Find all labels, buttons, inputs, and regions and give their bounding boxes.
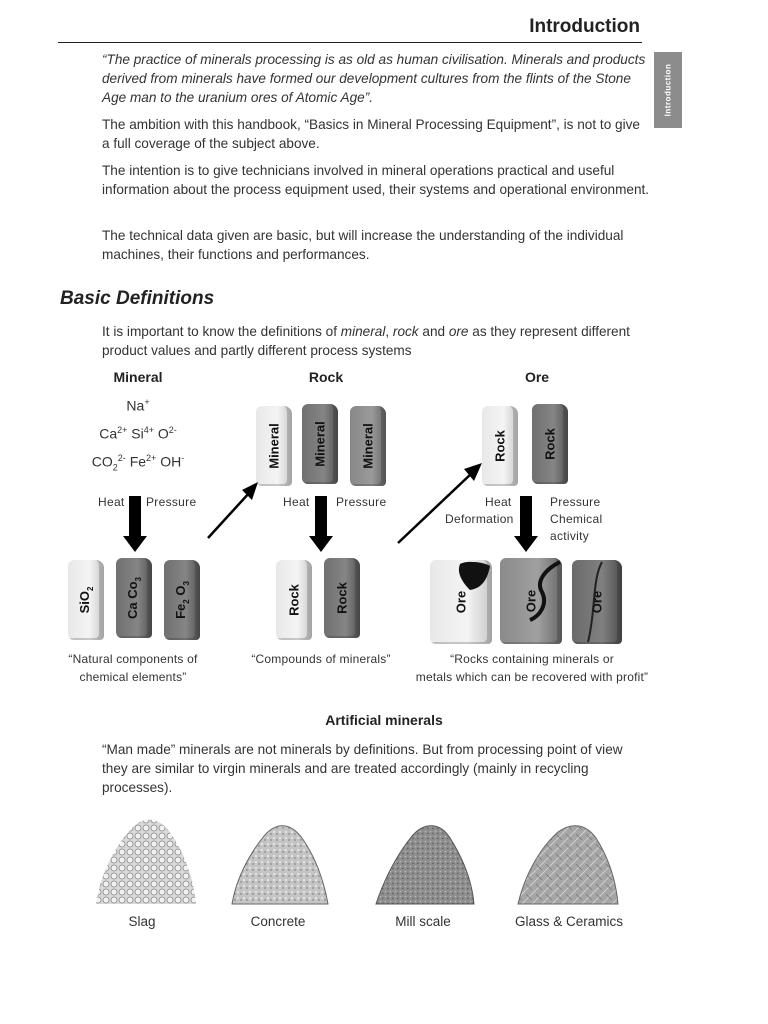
caption-mineral: “Natural components of chemical elements”: [68, 652, 198, 684]
label-deformation-ore: Deformation: [445, 512, 514, 526]
mineral-block-3: Mineral: [350, 406, 386, 486]
pile-label-slag: Slag: [128, 914, 156, 929]
label-chemical-ore: Chemical: [550, 512, 603, 526]
page-header-title: Introduction: [529, 16, 640, 37]
label-pressure-mineral: Pressure: [146, 495, 197, 509]
mineral-block-1: Mineral: [256, 406, 292, 486]
rock-block-1: Rock: [276, 560, 312, 640]
formula-ions-row-3: $CO_2^{2-}$ $Fe^{2+}$ OH-: [91, 453, 185, 473]
intro-quote: “The practice of minerals processing is as old as human civilisation. Minerals and products derived from minerals have formed our development cultures from the flints of the Stone Age man to the uranium ores of Atomic Age”.: [102, 52, 646, 105]
rock-block-ore-col-1: Rock: [482, 406, 518, 486]
element-block-caco3: Ca $Co_3$: [116, 558, 152, 638]
glass-ceramics-pile-image: [516, 820, 620, 906]
definitions-lead: It is important to know the definitions of mineral, rock and ore as they represent different product values and partly different process systems: [102, 324, 630, 358]
header-divider: [58, 42, 642, 43]
intro-paragraph-1: The ambition with this handbook, “Basics in Mineral Processing Equipment”, is not to give a full coverage of the subject above.: [102, 117, 640, 151]
ore-block-3: Ore: [572, 560, 622, 644]
diagonal-arrow-to-rock-icon: [200, 470, 270, 550]
diagonal-arrow-to-ore-icon: [392, 455, 492, 555]
label-pressure-rock: Pressure: [336, 495, 387, 509]
label-heat-mineral: Heat: [98, 495, 125, 509]
intro-paragraph-3: The technical data given are basic, but will increase the understanding of the individual machines, their functions and performances.: [102, 228, 624, 262]
down-arrow-ore-icon: [520, 496, 532, 538]
caption-ore: “Rocks containing minerals or metals which can be recovered with profit”: [415, 652, 649, 684]
element-block-sio2: SiO$_2$: [68, 560, 104, 640]
column-heading-mineral: Mineral: [113, 369, 163, 385]
down-arrow-mineral-icon: [129, 496, 141, 538]
label-activity-ore: activity: [550, 529, 590, 543]
artificial-minerals-text: “Man made” minerals are not minerals by definitions. But from processing point of view they are similar to virgin minerals and are treated accordingly (mainly in recycling processes).: [102, 742, 623, 795]
ore-vein-icon: [456, 560, 492, 592]
rock-block-2: Rock: [324, 558, 360, 638]
formula-ions-row-2: $Ca^{2+}$ $Si^{4+}$ $O^{2-}$: [99, 425, 177, 442]
rock-block-ore-col-2: Rock: [532, 404, 568, 484]
ore-block-2: Ore: [500, 558, 562, 644]
concrete-pile-image: [230, 818, 330, 906]
ore-block-1: Ore: [430, 560, 492, 644]
section-side-tab: [654, 52, 682, 128]
pile-label-glass-ceramics: Glass & Ceramics: [514, 914, 624, 929]
column-heading-rock: Rock: [308, 369, 344, 385]
label-pressure-ore: Pressure: [550, 495, 601, 509]
label-heat-ore: Heat: [485, 495, 512, 509]
pile-label-mill-scale: Mill scale: [395, 914, 451, 929]
formula-sodium-ion: Na+: [126, 397, 150, 414]
mineral-block-2: Mineral: [302, 404, 338, 484]
label-heat-rock: Heat: [283, 495, 310, 509]
caption-rock: “Compounds of minerals”: [251, 652, 391, 666]
intro-paragraph-2: The intention is to give technicians involved in mineral operations practical and useful information about the process equipment used, their systems and operational environment.: [102, 163, 650, 197]
column-heading-ore: Ore: [524, 369, 550, 385]
subheading-artificial-minerals: Artificial minerals: [325, 712, 443, 728]
section-heading-basic-definitions: Basic Definitions: [60, 288, 215, 309]
down-arrow-rock-icon: [315, 496, 327, 538]
pile-label-concrete: Concrete: [250, 914, 306, 929]
element-block-fe2o3: $Fe_2$ $O_3$: [164, 560, 200, 640]
slag-pile-image: [94, 816, 198, 906]
mill-scale-pile-image: [374, 820, 476, 906]
side-tab-label: Introduction: [663, 63, 673, 117]
